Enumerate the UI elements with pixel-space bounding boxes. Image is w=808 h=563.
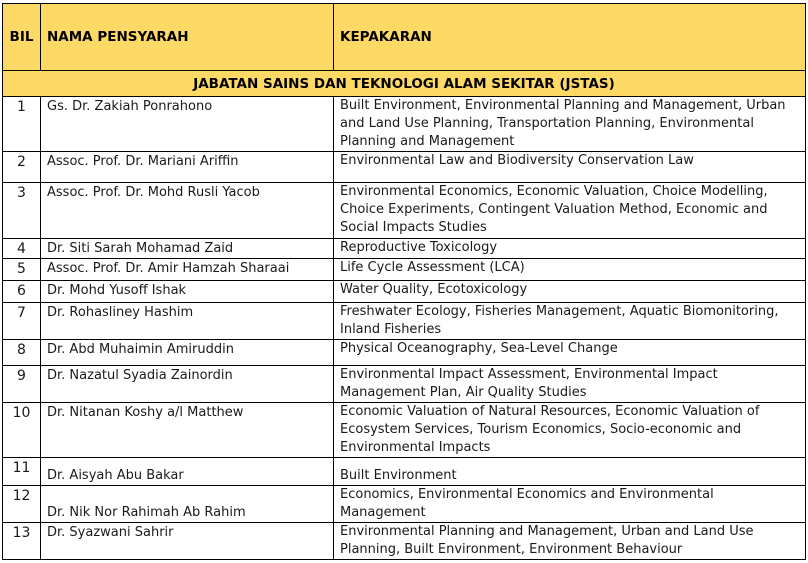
lecturer-name: Dr. Siti Sarah Mohamad Zaid bbox=[41, 239, 334, 259]
lecturer-expertise: Economic Valuation of Natural Resources, Economic Valuation of Ecosystem Services, Tourism Economics, Socio-economic and Environmental Impacts bbox=[334, 403, 806, 458]
lecturer-expertise: Economics, Environmental Economics and Environmental Management bbox=[334, 486, 806, 523]
row-number: 7 bbox=[3, 303, 41, 340]
row-number: 2 bbox=[3, 152, 41, 183]
lecturer-name: Gs. Dr. Zakiah Ponrahono bbox=[41, 97, 334, 152]
lecturer-expertise: Physical Oceanography, Sea-Level Change bbox=[334, 340, 806, 366]
table-row bbox=[3, 403, 806, 458]
table-row bbox=[3, 458, 806, 486]
row-number: 12 bbox=[3, 486, 41, 523]
row-number: 6 bbox=[3, 281, 41, 303]
row-number: 10 bbox=[3, 403, 41, 458]
lecturer-expertise: Environmental Law and Biodiversity Conservation Law bbox=[334, 152, 806, 183]
lecturer-name: Dr. Nitanan Koshy a/l Matthew bbox=[41, 403, 334, 458]
lecturer-name: Dr. Mohd Yusoff Ishak bbox=[41, 281, 334, 303]
row-number: 13 bbox=[3, 523, 41, 560]
table-header-row bbox=[3, 4, 806, 71]
lecturer-name: Dr. Syazwani Sahrir bbox=[41, 523, 334, 560]
table-row bbox=[3, 259, 806, 281]
lecturer-expertise: Environmental Economics, Economic Valuation, Choice Modelling, Choice Experiments, Contingent Valuation Method, Economic and Social Impacts Studies bbox=[334, 183, 806, 239]
table-row bbox=[3, 486, 806, 523]
lecturer-expertise: Environmental Planning and Management, Urban and Land Use Planning, Built Environment, Environment Behaviour bbox=[334, 523, 806, 560]
row-number: 3 bbox=[3, 183, 41, 239]
lecturer-name: Assoc. Prof. Dr. Mariani Ariffin bbox=[41, 152, 334, 183]
table-row bbox=[3, 523, 806, 560]
lecturer-name: Dr. Nik Nor Rahimah Ab Rahim bbox=[41, 486, 334, 523]
lecturer-expertise: Built Environment bbox=[334, 458, 806, 486]
section-header-row bbox=[3, 71, 806, 97]
table-row bbox=[3, 303, 806, 340]
lecturer-expertise: Built Environment, Environmental Planning and Management, Urban and Land Use Planning, Transportation Planning, Environmental Planning and Management bbox=[334, 97, 806, 152]
table-row bbox=[3, 152, 806, 183]
row-number: 8 bbox=[3, 340, 41, 366]
table-row bbox=[3, 281, 806, 303]
lecturer-expertise: Life Cycle Assessment (LCA) bbox=[334, 259, 806, 281]
lecturer-name: Assoc. Prof. Dr. Mohd Rusli Yacob bbox=[41, 183, 334, 239]
section-title: JABATAN SAINS DAN TEKNOLOGI ALAM SEKITAR (JSTAS) bbox=[3, 71, 806, 97]
table-row bbox=[3, 239, 806, 259]
lecturer-name: Dr. Rohasliney Hashim bbox=[41, 303, 334, 340]
table-row bbox=[3, 183, 806, 239]
lecturer-table bbox=[2, 3, 806, 560]
table-row bbox=[3, 366, 806, 403]
lecturer-expertise: Water Quality, Ecotoxicology bbox=[334, 281, 806, 303]
lecturer-expertise: Reproductive Toxicology bbox=[334, 239, 806, 259]
row-number: 5 bbox=[3, 259, 41, 281]
column-header-expertise: KEPAKARAN bbox=[334, 4, 806, 71]
row-number: 4 bbox=[3, 239, 41, 259]
row-number: 11 bbox=[3, 458, 41, 486]
row-number: 9 bbox=[3, 366, 41, 403]
lecturer-name: Assoc. Prof. Dr. Amir Hamzah Sharaai bbox=[41, 259, 334, 281]
lecturer-name: Dr. Abd Muhaimin Amiruddin bbox=[41, 340, 334, 366]
row-number: 1 bbox=[3, 97, 41, 152]
table-row bbox=[3, 97, 806, 152]
column-header-name: NAMA PENSYARAH bbox=[41, 4, 334, 71]
lecturer-expertise: Environmental Impact Assessment, Environmental Impact Management Plan, Air Quality Studies bbox=[334, 366, 806, 403]
lecturer-name: Dr. Aisyah Abu Bakar bbox=[41, 458, 334, 486]
lecturer-expertise: Freshwater Ecology, Fisheries Management, Aquatic Biomonitoring, Inland Fisheries bbox=[334, 303, 806, 340]
table-row bbox=[3, 340, 806, 366]
lecturer-name: Dr. Nazatul Syadia Zainordin bbox=[41, 366, 334, 403]
column-header-bil: BIL bbox=[3, 4, 41, 71]
